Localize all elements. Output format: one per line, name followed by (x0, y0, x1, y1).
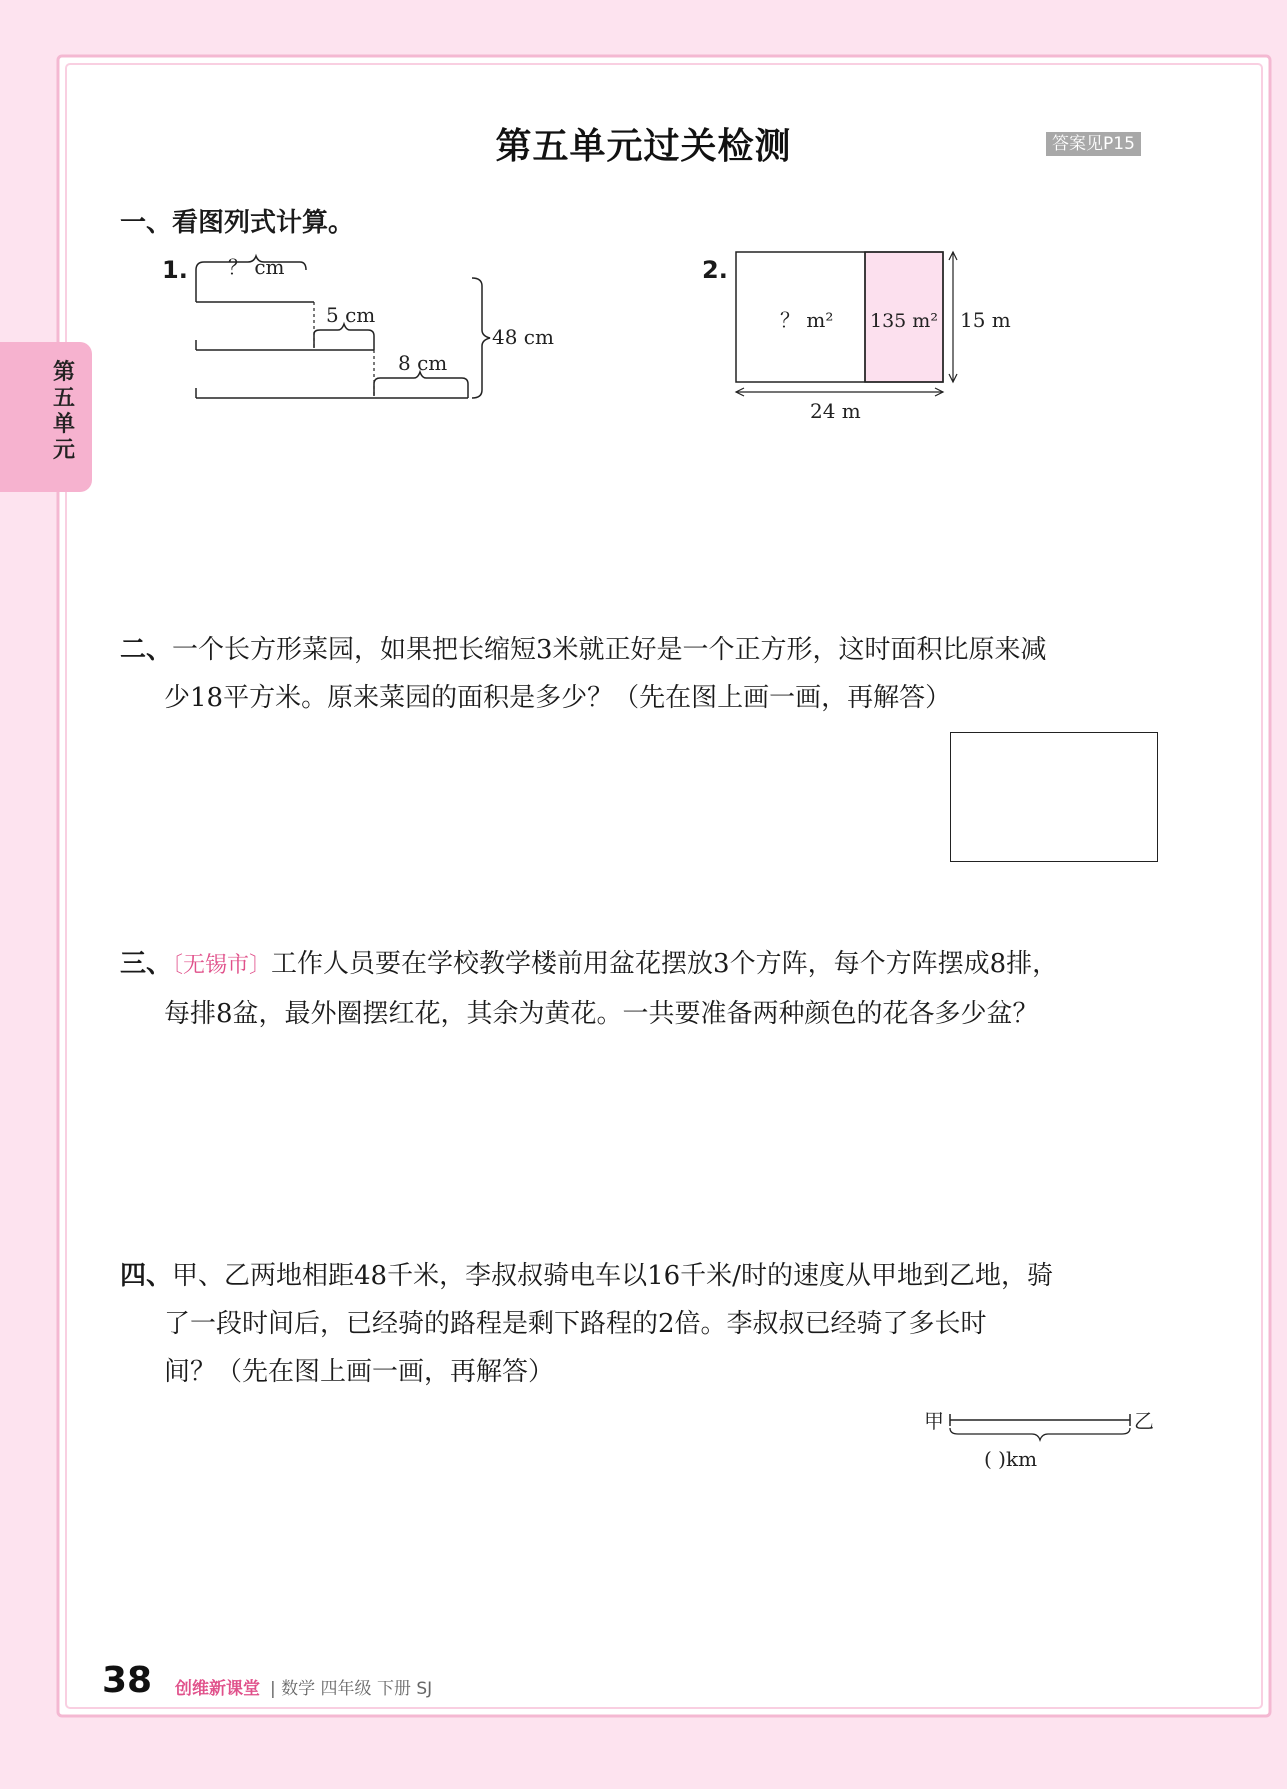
rectangle-area-diagram (730, 244, 1030, 434)
section2-number: 二、 (120, 635, 173, 665)
section4-question (120, 1252, 1160, 1396)
fig2-left-area-label: ？ m² (780, 308, 834, 332)
fig1-bottom-label: 8 cm (398, 351, 448, 375)
section4-line2: 了一段时间后，已经骑的路程是剩下路程的2倍。李叔叔已经骑了多长时 (164, 1309, 987, 1339)
section3-region-tag: 〔无锡市〕 (172, 953, 272, 978)
section3-question (120, 940, 1160, 1038)
fig2-height-label: 15 m (960, 308, 1011, 332)
fig1-mid-label: 5 cm (326, 303, 376, 327)
segment-diagram (190, 250, 570, 410)
fig2-width-label: 24 m (810, 399, 861, 423)
footer-book-info: | 数学 四年级 下册 SJ (270, 1679, 433, 1699)
fig2-number: 2. (702, 256, 728, 284)
fig1-number: 1. (162, 256, 188, 284)
section4-number: 四、 (120, 1261, 173, 1291)
answer-reference-badge: 答案见P15 (1046, 132, 1141, 156)
section2-line2: 少18平方米。原来菜园的面积是多少？（先在图上画一画，再解答） (164, 683, 952, 713)
page-number: 38 (102, 1660, 153, 1701)
section2-line1: 一个长方形菜园，如果把长缩短3米就正好是一个正方形，这时面积比原来减 (172, 635, 1047, 665)
section3-number: 三、 (120, 949, 173, 979)
section2-question (120, 626, 1160, 722)
fig1-top-label: ？ cm (228, 255, 285, 279)
fig1-total-label: 48 cm (492, 325, 554, 349)
page-title: 第五单元过关检测 (495, 126, 792, 167)
section2-drawing-box (950, 732, 1158, 862)
footer-brand: 创维新课堂 (175, 1679, 260, 1699)
section4-line1: 甲、乙两地相距48千米，李叔叔骑电车以16千米/时的速度从甲地到乙地，骑 (172, 1261, 1053, 1291)
distance-line-diagram (920, 1400, 1170, 1480)
unit-side-tab-label: 第五单元 (52, 360, 75, 463)
section3-line2: 每排8盆，最外圈摆红花，其余为黄花。一共要准备两种颜色的花各多少盆？ (164, 999, 1039, 1029)
section4-line3: 间？（先在图上画一画，再解答） (164, 1357, 555, 1387)
unit-side-tab (0, 342, 92, 492)
section1-title: 一、看图列式计算。 (120, 208, 355, 238)
fig2-right-area-label: 135 m² (870, 310, 938, 332)
section3-line1: 工作人员要在学校教学楼前用盆花摆放3个方阵，每个方阵摆成8排， (271, 949, 1059, 979)
distance-end-label: 乙 (1134, 1409, 1154, 1433)
distance-start-label: 甲 (924, 1409, 944, 1433)
distance-blank-label: ( )km (984, 1447, 1038, 1471)
